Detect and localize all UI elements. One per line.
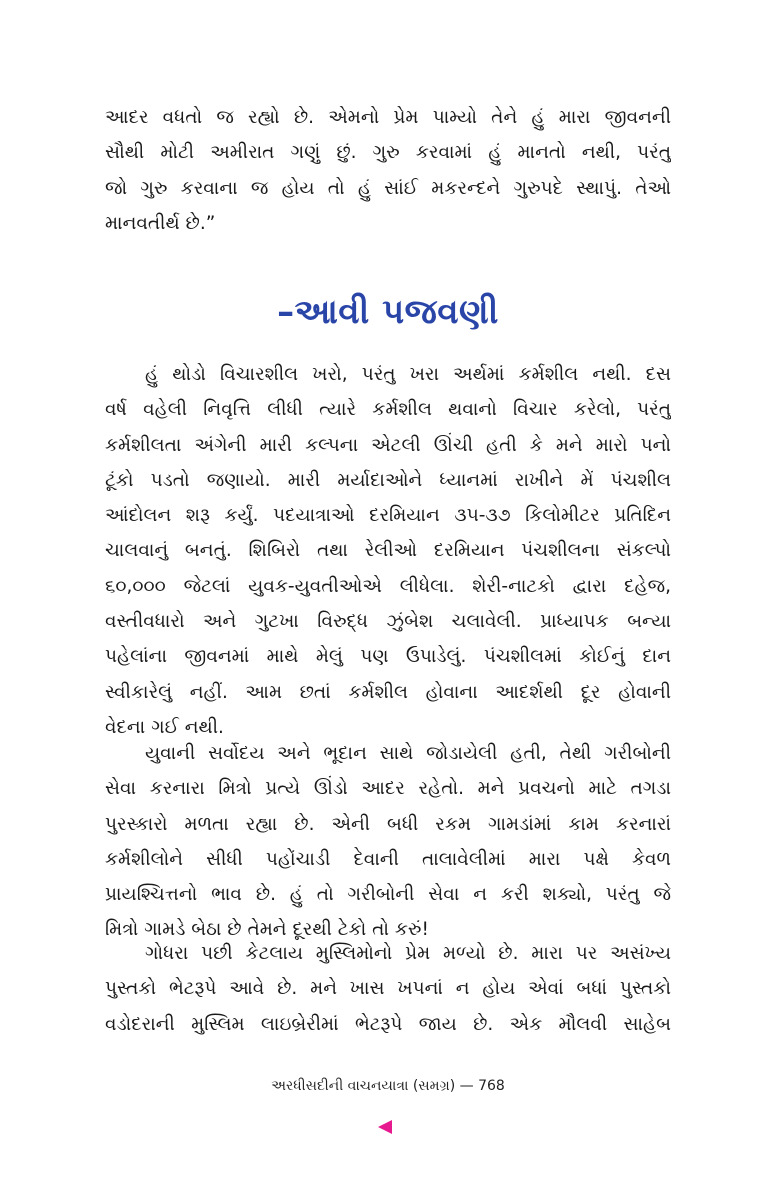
paragraph-line: મિત્રો ગામડે બેઠા છે તેમને દૂરથી ટેકો તો કરું! xyxy=(105,919,429,941)
paragraph-line: હું થોડો વિચારશીલ ખરો, પરંતુ ખરા અર્થમાં કર્મશીલ નથી. દસ xyxy=(145,364,671,385)
intro-line: જો ગુરુ કરવાના જ હોય તો હું સાંઈ મકરન્દને ગુરુપદે સ્થાપું. તેઓ xyxy=(105,177,671,199)
paragraph-1 xyxy=(105,357,671,745)
paragraph-line: પ્રાયશ્ચિત્તનો ભાવ છે. હું તો ગરીબોની સેવા ન કરી શક્યો, પરંતુ જે xyxy=(105,884,671,906)
paragraph-line: વેદના ગઈ નથી. xyxy=(105,716,224,738)
paragraph-line: કર્મશીલોને સીધી પહોંચાડી દેવાની તાલાવેલીમાં મારા પક્ષે કેવળ xyxy=(105,848,671,870)
paragraph-line: યુવાની સર્વોદય અને ભૂદાન સાથે જોડાયેલી હતી, તેથી ગરીબોની xyxy=(145,743,671,764)
paragraph-line: ચાલવાનું બનતું. શિબિરો તથા રેલીઓ દરમિયાન પંચશીલના સંકલ્પો xyxy=(105,540,671,562)
paragraph-line: ગોધરા પછી કેટલાય મુસ્લિમોનો પ્રેમ મળ્યો છે. મારા પર અસંખ્ય xyxy=(145,943,671,964)
paragraph-line: સેવા કરનારા મિત્રો પ્રત્યે ઊંડો આદર રહેતો. મને પ્રવચનો માટે તગડા xyxy=(105,778,671,800)
paragraph-line: ૬૦,૦૦૦ જેટલાં યુવક-યુવતીઓએ લીધેલા. શેરી-નાટકો દ્વારા દહેજ, xyxy=(105,575,671,597)
intro-paragraph xyxy=(105,100,671,241)
paragraph-line: સ્વીકારેલું નહીં. આમ છતાં કર્મશીલ હોવાના આદર્શથી દૂર હોવાની xyxy=(105,681,671,703)
triangle-left-icon[interactable] xyxy=(378,1120,392,1134)
paragraph-line: કર્મશીલતા અંગેની મારી કલ્પના એટલી ઊંચી હતી કે મને મારો પનો xyxy=(105,434,671,456)
intro-line: માનવતીર્થ છે.” xyxy=(105,212,216,234)
paragraph-3 xyxy=(105,936,671,1042)
paragraph-line: પહેલાંના જીવનમાં માથે મેલું પણ ઉપાડેલું. પંચશીલમાં કોઈનું દાન xyxy=(105,646,671,668)
intro-line: આદર વધતો જ રહ્યો છે. એમનો પ્રેમ પામ્યો તેને હું મારા જીવનની xyxy=(105,107,671,128)
intro-line: સૌથી મોટી અમીરાત ગણું છું. ગુરુ કરવામાં હું માનતો નથી, પરંતુ xyxy=(105,142,671,164)
paragraph-line: વડોદરાની મુસ્લિમ લાઇબ્રેરીમાં ભેટરૂપે જાય છે. એક મૌલવી સાહેબ xyxy=(105,1013,671,1035)
paragraph-line: વર્ષ વહેલી નિવૃત્તિ લીધી ત્યારે કર્મશીલ થવાનો વિચાર કરેલો, પરંતુ xyxy=(105,399,671,421)
section-heading: –આવી પજવણી xyxy=(277,292,499,332)
paragraph-line: પુરસ્કારો મળતા રહ્યા છે. એની બધી રકમ ગામડાંમાં કામ કરનારાં xyxy=(105,813,671,835)
paragraph-line: પુસ્તકો ભેટરૂપે આવે છે. મને ખાસ ખપનાં ન હોય એવાં બધાં પુસ્તકો xyxy=(105,978,671,1000)
paragraph-2 xyxy=(105,736,671,948)
paragraph-line: વસ્તીવધારો અને ગુટખા વિરુદ્ધ ઝુંબેશ ચલાવેલી. પ્રાધ્યાપક બન્યા xyxy=(105,611,671,633)
paragraph-line: આંદોલન શરૂ કર્યું. પદયાત્રાઓ દરમિયાન ૩૫-૩૭ કિલોમીટર પ્રતિદિન xyxy=(105,505,671,527)
page-footer: અરધીસદીની વાચનયાત્રા (સમગ્ર) — 768 xyxy=(271,1078,505,1094)
paragraph-line: ટૂંકો પડતો જણાયો. મારી મર્યાદાઓને ધ્યાનમાં રાખીને મેં પંચશીલ xyxy=(105,469,671,491)
